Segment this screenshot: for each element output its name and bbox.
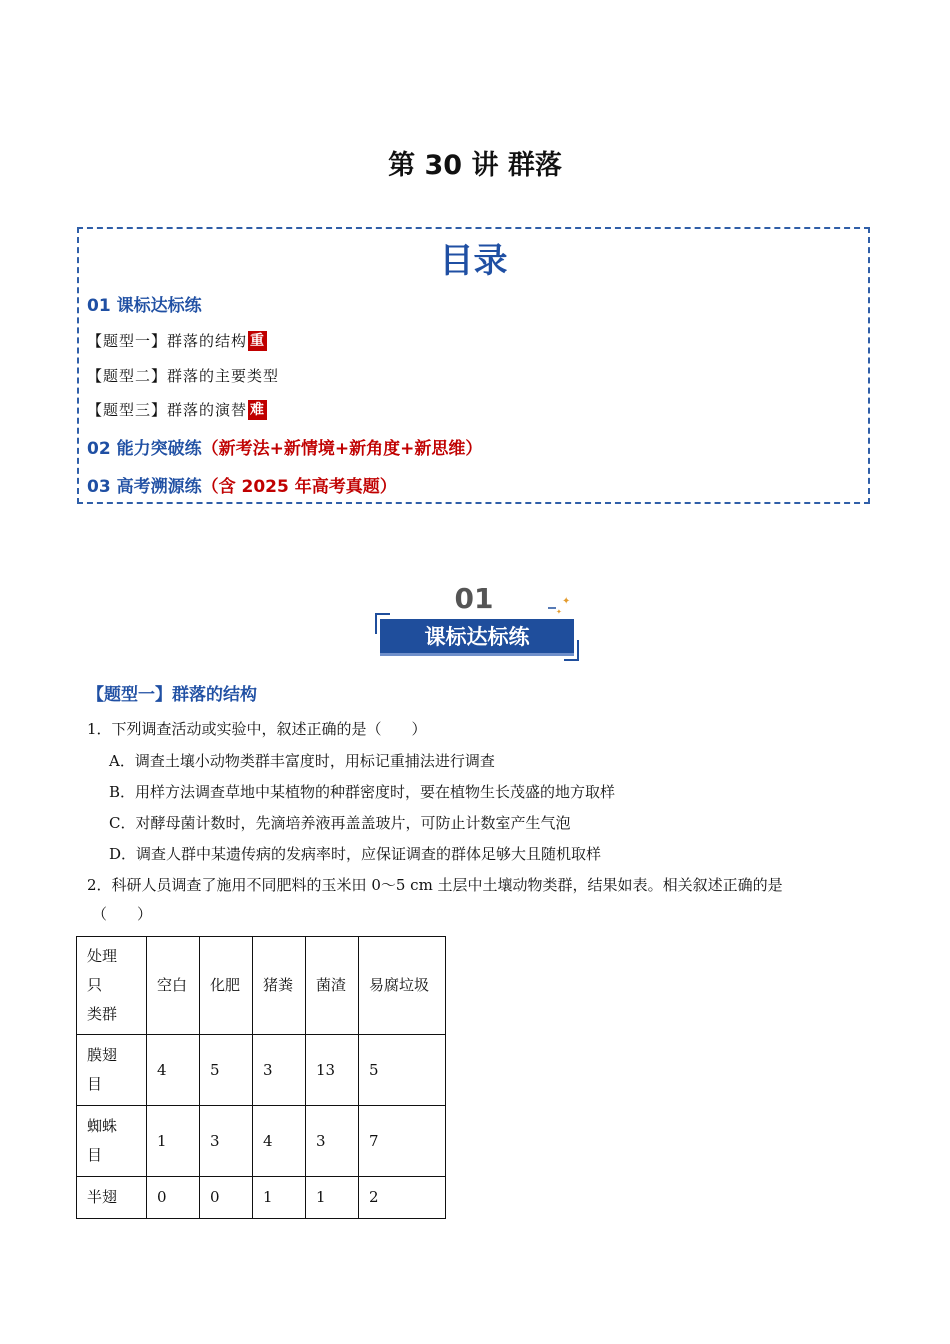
toc-section-label: 能力突破练: [116, 439, 202, 459]
table-header-cell: 菌渣: [306, 937, 359, 1035]
toc-item-label: 【题型一】群落的结构: [87, 332, 248, 350]
table-cell: 1: [253, 1177, 306, 1219]
table-cell: 0: [200, 1177, 253, 1219]
banner-label: 课标达标练: [424, 625, 530, 649]
sparkle-icon: ✦: [562, 596, 571, 607]
table-cell: 3: [200, 1106, 253, 1177]
table-cell: 5: [200, 1035, 253, 1106]
page-title: 第 30 讲 群落: [388, 150, 562, 181]
table-cell: 3: [306, 1106, 359, 1177]
question-2-stem: 2．科研人员调查了施用不同肥料的玉米田 0～5 cm 土层中土壤动物类群，结果如表。相关叙述正确的是: [87, 876, 783, 894]
table-cell: 13: [306, 1035, 359, 1106]
toc-item-type3[interactable]: [87, 399, 267, 420]
table-cell: 2: [359, 1177, 446, 1219]
toc-section-label: 高考溯源练: [116, 477, 202, 497]
table-header-cell: 化肥: [200, 937, 253, 1035]
difficult-badge: 难: [250, 402, 266, 418]
table-cell: 3: [253, 1035, 306, 1106]
table-cell: 4: [147, 1035, 200, 1106]
toc-section-01[interactable]: [87, 291, 202, 316]
toc-section-extra: （新考法+新情境+新角度+新思维）: [201, 439, 483, 459]
question-1-stem: 1．下列调查活动或实验中，叙述正确的是（ ）: [87, 720, 427, 738]
question-1-option-c: C．对酵母菌计数时，先滴培养液再盖盖玻片，可防止计数室产生气泡: [109, 814, 571, 832]
toc-heading: 目录: [439, 241, 508, 281]
table-cell: 蜘蛛 目: [77, 1106, 147, 1177]
table-header-row: [77, 937, 446, 1035]
toc-item-type2[interactable]: [87, 365, 279, 386]
toc-item-label: 【题型二】群落的主要类型: [87, 367, 280, 385]
section-heading: 【题型一】群落的结构: [87, 685, 257, 705]
question-2-stem-cont: （ ）: [92, 905, 153, 923]
toc-section-extra: （含 2025 年高考真题）: [201, 477, 397, 497]
banner-number: 01: [454, 582, 494, 615]
toc-item-type1[interactable]: [87, 330, 267, 351]
table-header-cell: 易腐垃圾: [359, 937, 446, 1035]
table-cell: 0: [147, 1177, 200, 1219]
table-of-contents: [77, 227, 870, 504]
key-badge: 重: [250, 333, 266, 349]
toc-item-label: 【题型三】群落的演替: [87, 401, 248, 419]
section-banner: [372, 582, 582, 662]
table-cell: 1: [306, 1177, 359, 1219]
toc-section-num: 01: [87, 296, 111, 316]
question-1-option-d: D．调查人群中某遗传病的发病率时，应保证调查的群体足够大且随机取样: [109, 845, 602, 863]
table-cell: 半翅: [77, 1177, 147, 1219]
table-cell: 5: [359, 1035, 446, 1106]
toc-section-num: 03: [87, 477, 111, 497]
table-header-cell: 处理 只 类群: [77, 937, 147, 1035]
toc-section-num: 02: [87, 439, 111, 459]
toc-section-03[interactable]: [87, 472, 397, 497]
table-cell: 4: [253, 1106, 306, 1177]
toc-section-02[interactable]: [87, 434, 482, 459]
table-cell: 1: [147, 1106, 200, 1177]
table-row: [77, 1106, 446, 1177]
table-cell: 膜翅 目: [77, 1035, 147, 1106]
sparkle-icon: ✦: [556, 608, 562, 616]
table-cell: 7: [359, 1106, 446, 1177]
table-header-cell: 空白: [147, 937, 200, 1035]
table-row: [77, 1177, 446, 1219]
question-1-option-a: A．调查土壤小动物类群丰富度时，用标记重捕法进行调查: [109, 752, 495, 770]
data-table: [76, 936, 446, 1219]
table-header-cell: 猪粪: [253, 937, 306, 1035]
toc-section-label: 课标达标练: [116, 296, 202, 316]
question-1-option-b: B．用样方法调查草地中某植物的种群密度时，要在植物生长茂盛的地方取样: [109, 783, 616, 801]
table-row: [77, 1035, 446, 1106]
